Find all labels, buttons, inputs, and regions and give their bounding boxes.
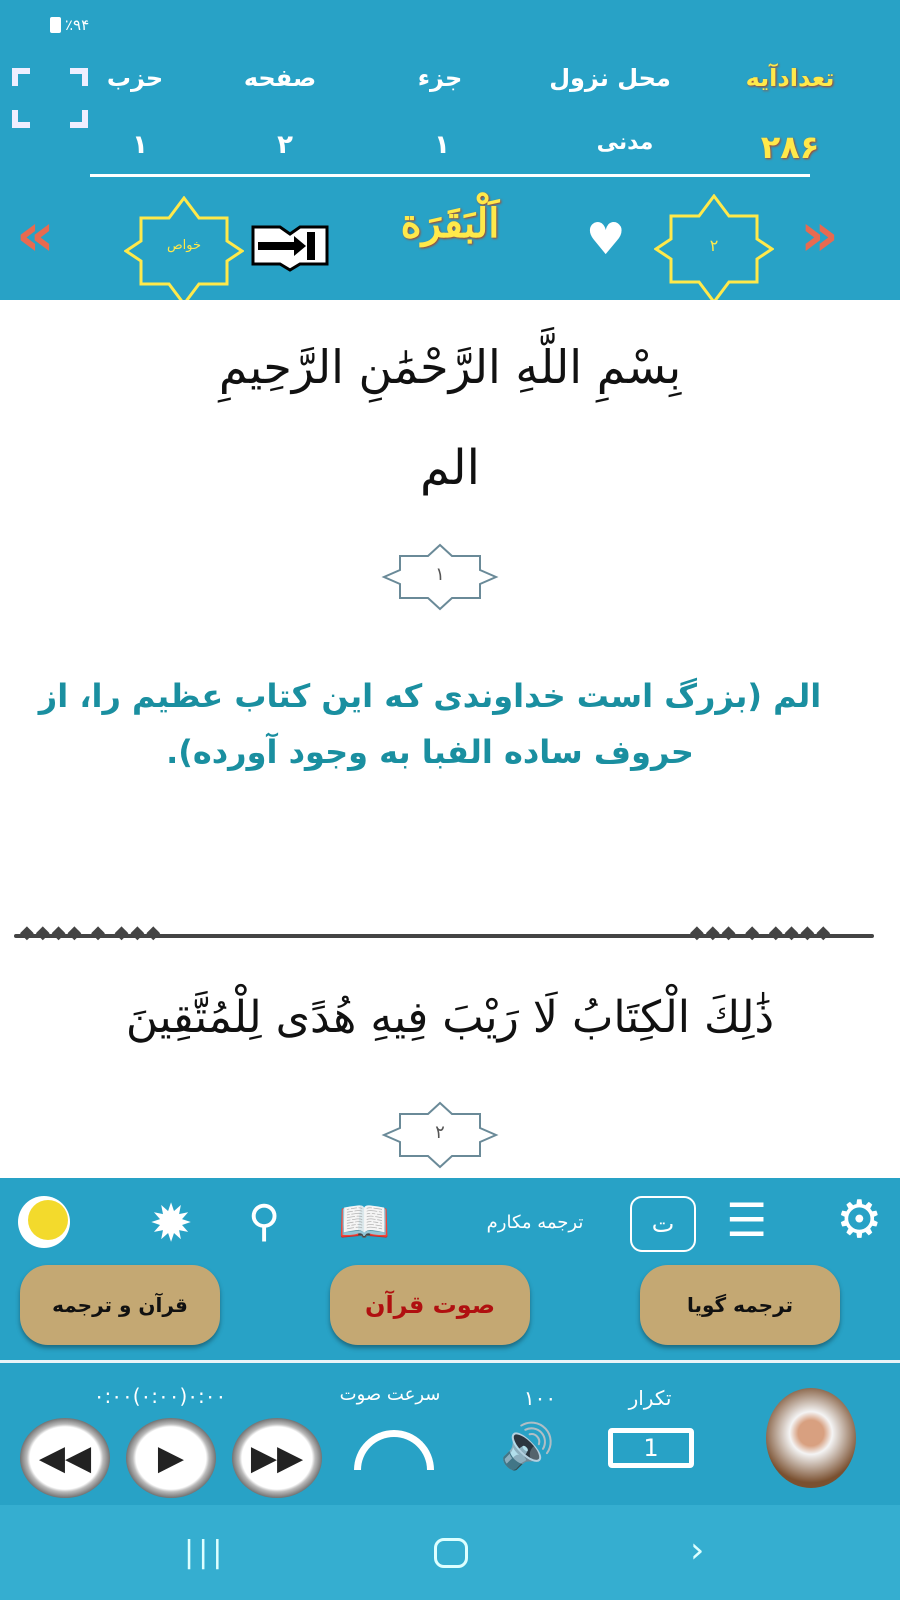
quran-and-translation-button[interactable]: قرآن و ترجمه [20,1265,220,1345]
verse-1-number: ۱ [435,564,445,585]
verse-content [0,300,900,1178]
revelation-label: محل نزول [549,64,671,92]
play-button[interactable]: ▶ [126,1418,216,1498]
repeat-button[interactable]: 1 [608,1428,694,1468]
brightness-icon[interactable]: ✹ [149,1194,193,1254]
hizb-label: حزب [106,64,164,92]
bismillah: بِسْمِ اللَّهِ الرَّحْمَٰنِ الرَّحِيمِ [218,340,682,394]
translation-icon[interactable]: ت [630,1196,696,1252]
speed-label: سرعت صوت [339,1384,441,1405]
fast-forward-button[interactable]: ▶▶ [232,1418,322,1498]
translation-selector[interactable]: ترجمه مکارم [486,1212,584,1233]
speed-gauge-icon[interactable] [354,1430,434,1470]
revelation-value: مدنی [596,130,654,155]
verse-2-text: ذَٰلِكَ الْكِتَابُ لَا رَيْبَ فِيهِ هُدًى لِلْمُتَّقِينَ [125,992,775,1043]
separator-ornament-right: ◆◆◆ ◆ ◆◆◆◆ [690,922,833,943]
juz-value: ۱ [434,130,450,160]
verse-2-number: ۲ [435,1122,445,1143]
ayah-count-label: تعدادآیه [745,64,835,92]
favorite-heart-icon[interactable]: ♥ [586,214,626,265]
status-bar [50,16,89,34]
back-button[interactable]: › [690,1530,705,1571]
spoken-translation-button[interactable]: ترجمه گویا [640,1265,840,1345]
page-value: ۲ [277,130,293,160]
settings-gear-icon[interactable]: ⚙ [836,1190,883,1250]
prev-surah-button[interactable]: « [16,200,39,270]
repeat-label: تکرار [628,1386,672,1410]
separator-ornament-left: ◆◆◆◆ ◆ ◆◆◆ [20,922,163,943]
battery-icon [50,17,61,33]
surah-name: اَلْبَقَرَة [400,200,500,247]
hizb-value: ۱ [132,130,148,160]
recent-apps-button[interactable]: ||| [184,1535,227,1570]
search-icon[interactable]: ⚲ [248,1196,281,1247]
volume-value: ۱۰۰ [523,1386,557,1410]
player-divider [0,1360,900,1363]
header-divider [90,174,810,177]
reciter-avatar[interactable] [766,1388,856,1488]
reading-book-icon[interactable]: 📖 [338,1197,391,1246]
volume-icon[interactable]: 🔊 [500,1421,555,1472]
surah-number: ۲ [709,236,719,255]
next-surah-button[interactable]: » [800,200,823,270]
playlist-repeat-icon[interactable]: ☰ [726,1193,768,1247]
bookmark-goto-icon[interactable] [250,222,330,272]
ayah-count-value: ۲۸۶ [760,128,820,166]
rewind-button[interactable]: ◀◀ [20,1418,110,1498]
properties-label: خواص [166,238,202,253]
page-label: صفحه [243,64,317,92]
battery-percent: ٪۹۴ [65,16,90,34]
playback-time: ۰:۰۰(۰:۰۰)۰:۰۰ [93,1384,227,1408]
verse-1-text: الم [420,440,480,496]
quran-audio-button[interactable]: صوت قرآن [330,1265,530,1345]
juz-label: جزء [417,64,463,92]
verse-1-translation: الم (بزرگ است خداوندی که این کتاب عظیم را، از حروف ساده الفبا به وجود آورده). [38,677,822,771]
home-button[interactable] [434,1538,468,1568]
night-mode-icon[interactable] [18,1196,70,1248]
